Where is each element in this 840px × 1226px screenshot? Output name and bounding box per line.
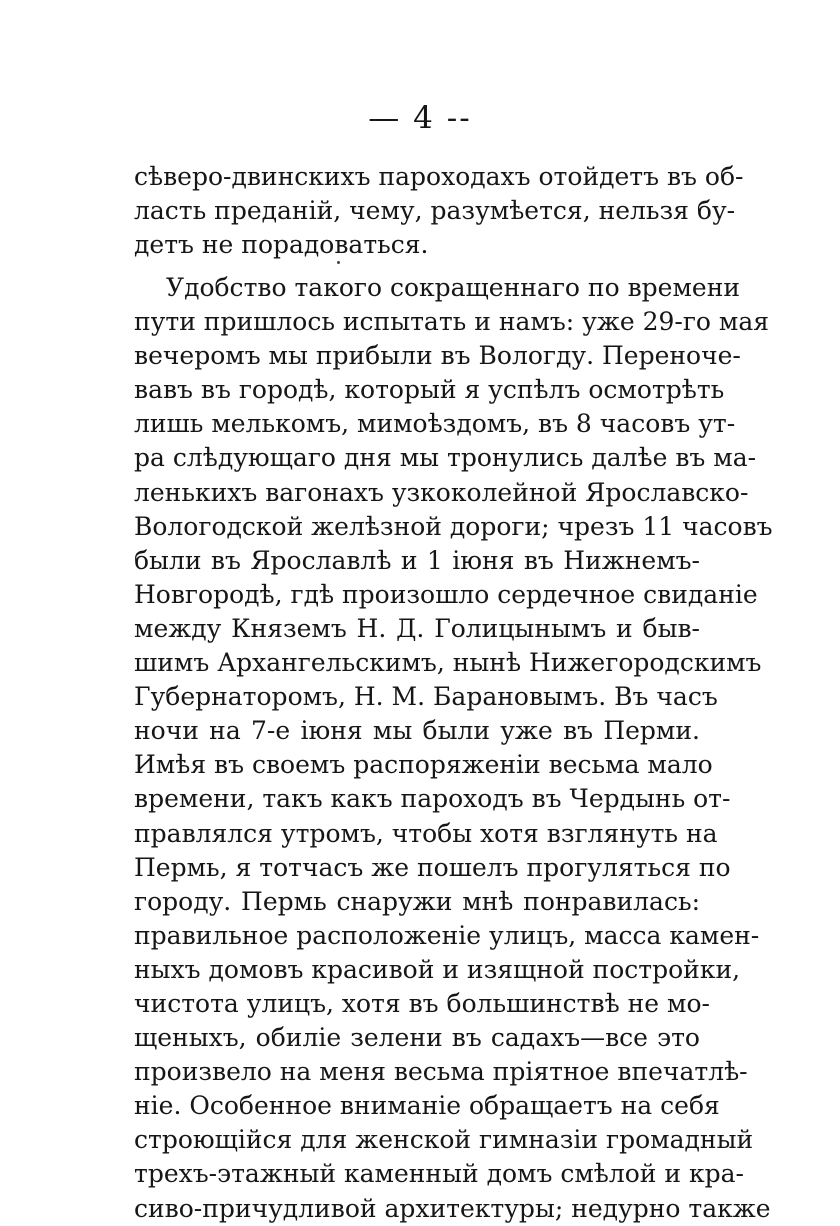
text-line: правлялся утромъ, чтобы хотя взглянуть на xyxy=(134,818,718,848)
text-line: Пермь, я тотчасъ же пошелъ прогуляться по xyxy=(134,852,731,882)
text-line: вавъ въ городѣ, который я успѣлъ осмотрѣть xyxy=(134,375,725,405)
text-line: лишь мелькомъ, мимоѣздомъ, въ 8 часовъ ут- xyxy=(134,409,736,439)
text-line: ленькихъ вагонахъ узкоколейной Ярославско- xyxy=(134,477,749,507)
text-line: Новгородѣ, гдѣ произошло сердечное свиданіе xyxy=(134,579,758,609)
text-line: ныхъ домовъ красивой и изящной постройки, xyxy=(134,954,741,984)
text-line: Имѣя въ своемъ распоряженіи весьма мало xyxy=(134,750,713,780)
text-line: трехъ-этажный каменный домъ смѣлой и кра- xyxy=(134,1159,744,1189)
text-line: щеныхъ, обиліе зелени въ садахъ—все это xyxy=(134,1023,700,1053)
text-line: времени, такъ какъ пароходъ въ Чердынь от- xyxy=(134,784,731,814)
page-number: — 4 -- xyxy=(368,100,472,136)
text-line: ра слѣдующаго дня мы тронулись далѣе въ ма- xyxy=(134,443,757,473)
text-line: Губернаторомъ, Н. М. Барановымъ. Въ часъ xyxy=(134,682,718,712)
text-line: городу. Пермь снаружи мнѣ понравилась: xyxy=(134,886,700,916)
paragraph-continuation xyxy=(134,160,744,262)
text-line: шимъ Архангельскимъ, нынѣ Нижегородскимъ xyxy=(134,648,762,678)
text-line: Удобство такого сокращеннаго по времени xyxy=(166,273,741,302)
text-line: сѣверо-двинскихъ пароходахъ отойдетъ въ об- xyxy=(134,162,744,191)
text-line: были въ Ярославлѣ и 1 іюня въ Нижнемъ- xyxy=(134,545,700,575)
paragraph-main xyxy=(134,271,773,1226)
text-line: ніе. Особенное вниманіе обращаетъ на себя xyxy=(134,1091,720,1121)
print-speck xyxy=(337,261,340,264)
text-line: сиво-причудливой архитектуры; недурно также xyxy=(134,1193,771,1223)
text-line: ночи на 7-е іюня мы были уже въ Перми. xyxy=(134,716,700,746)
text-line: строющійся для женской гимназіи громадный xyxy=(134,1125,754,1155)
text-line: произвело на меня весьма пріятное впечатлѣ- xyxy=(134,1057,748,1087)
text-line: детъ не порадоваться. xyxy=(134,230,429,260)
text-line: вечеромъ мы прибыли въ Вологду. Переночe- xyxy=(134,341,741,371)
text-line: чистота улицъ, хотя въ большинствѣ не мо- xyxy=(134,988,710,1018)
text-line: между Княземъ Н. Д. Голицынымъ и быв- xyxy=(134,613,700,643)
text-line: ласть преданій, чему, разумѣется, нельзя бу- xyxy=(134,196,736,226)
text-line: правильное расположеніе улицъ, масса камен- xyxy=(134,920,760,950)
text-line: Вологодской желѣзной дороги; чрезъ 11 часовъ xyxy=(134,511,773,541)
text-line: пути пришлось испытать и намъ: уже 29-го мая xyxy=(134,307,770,337)
